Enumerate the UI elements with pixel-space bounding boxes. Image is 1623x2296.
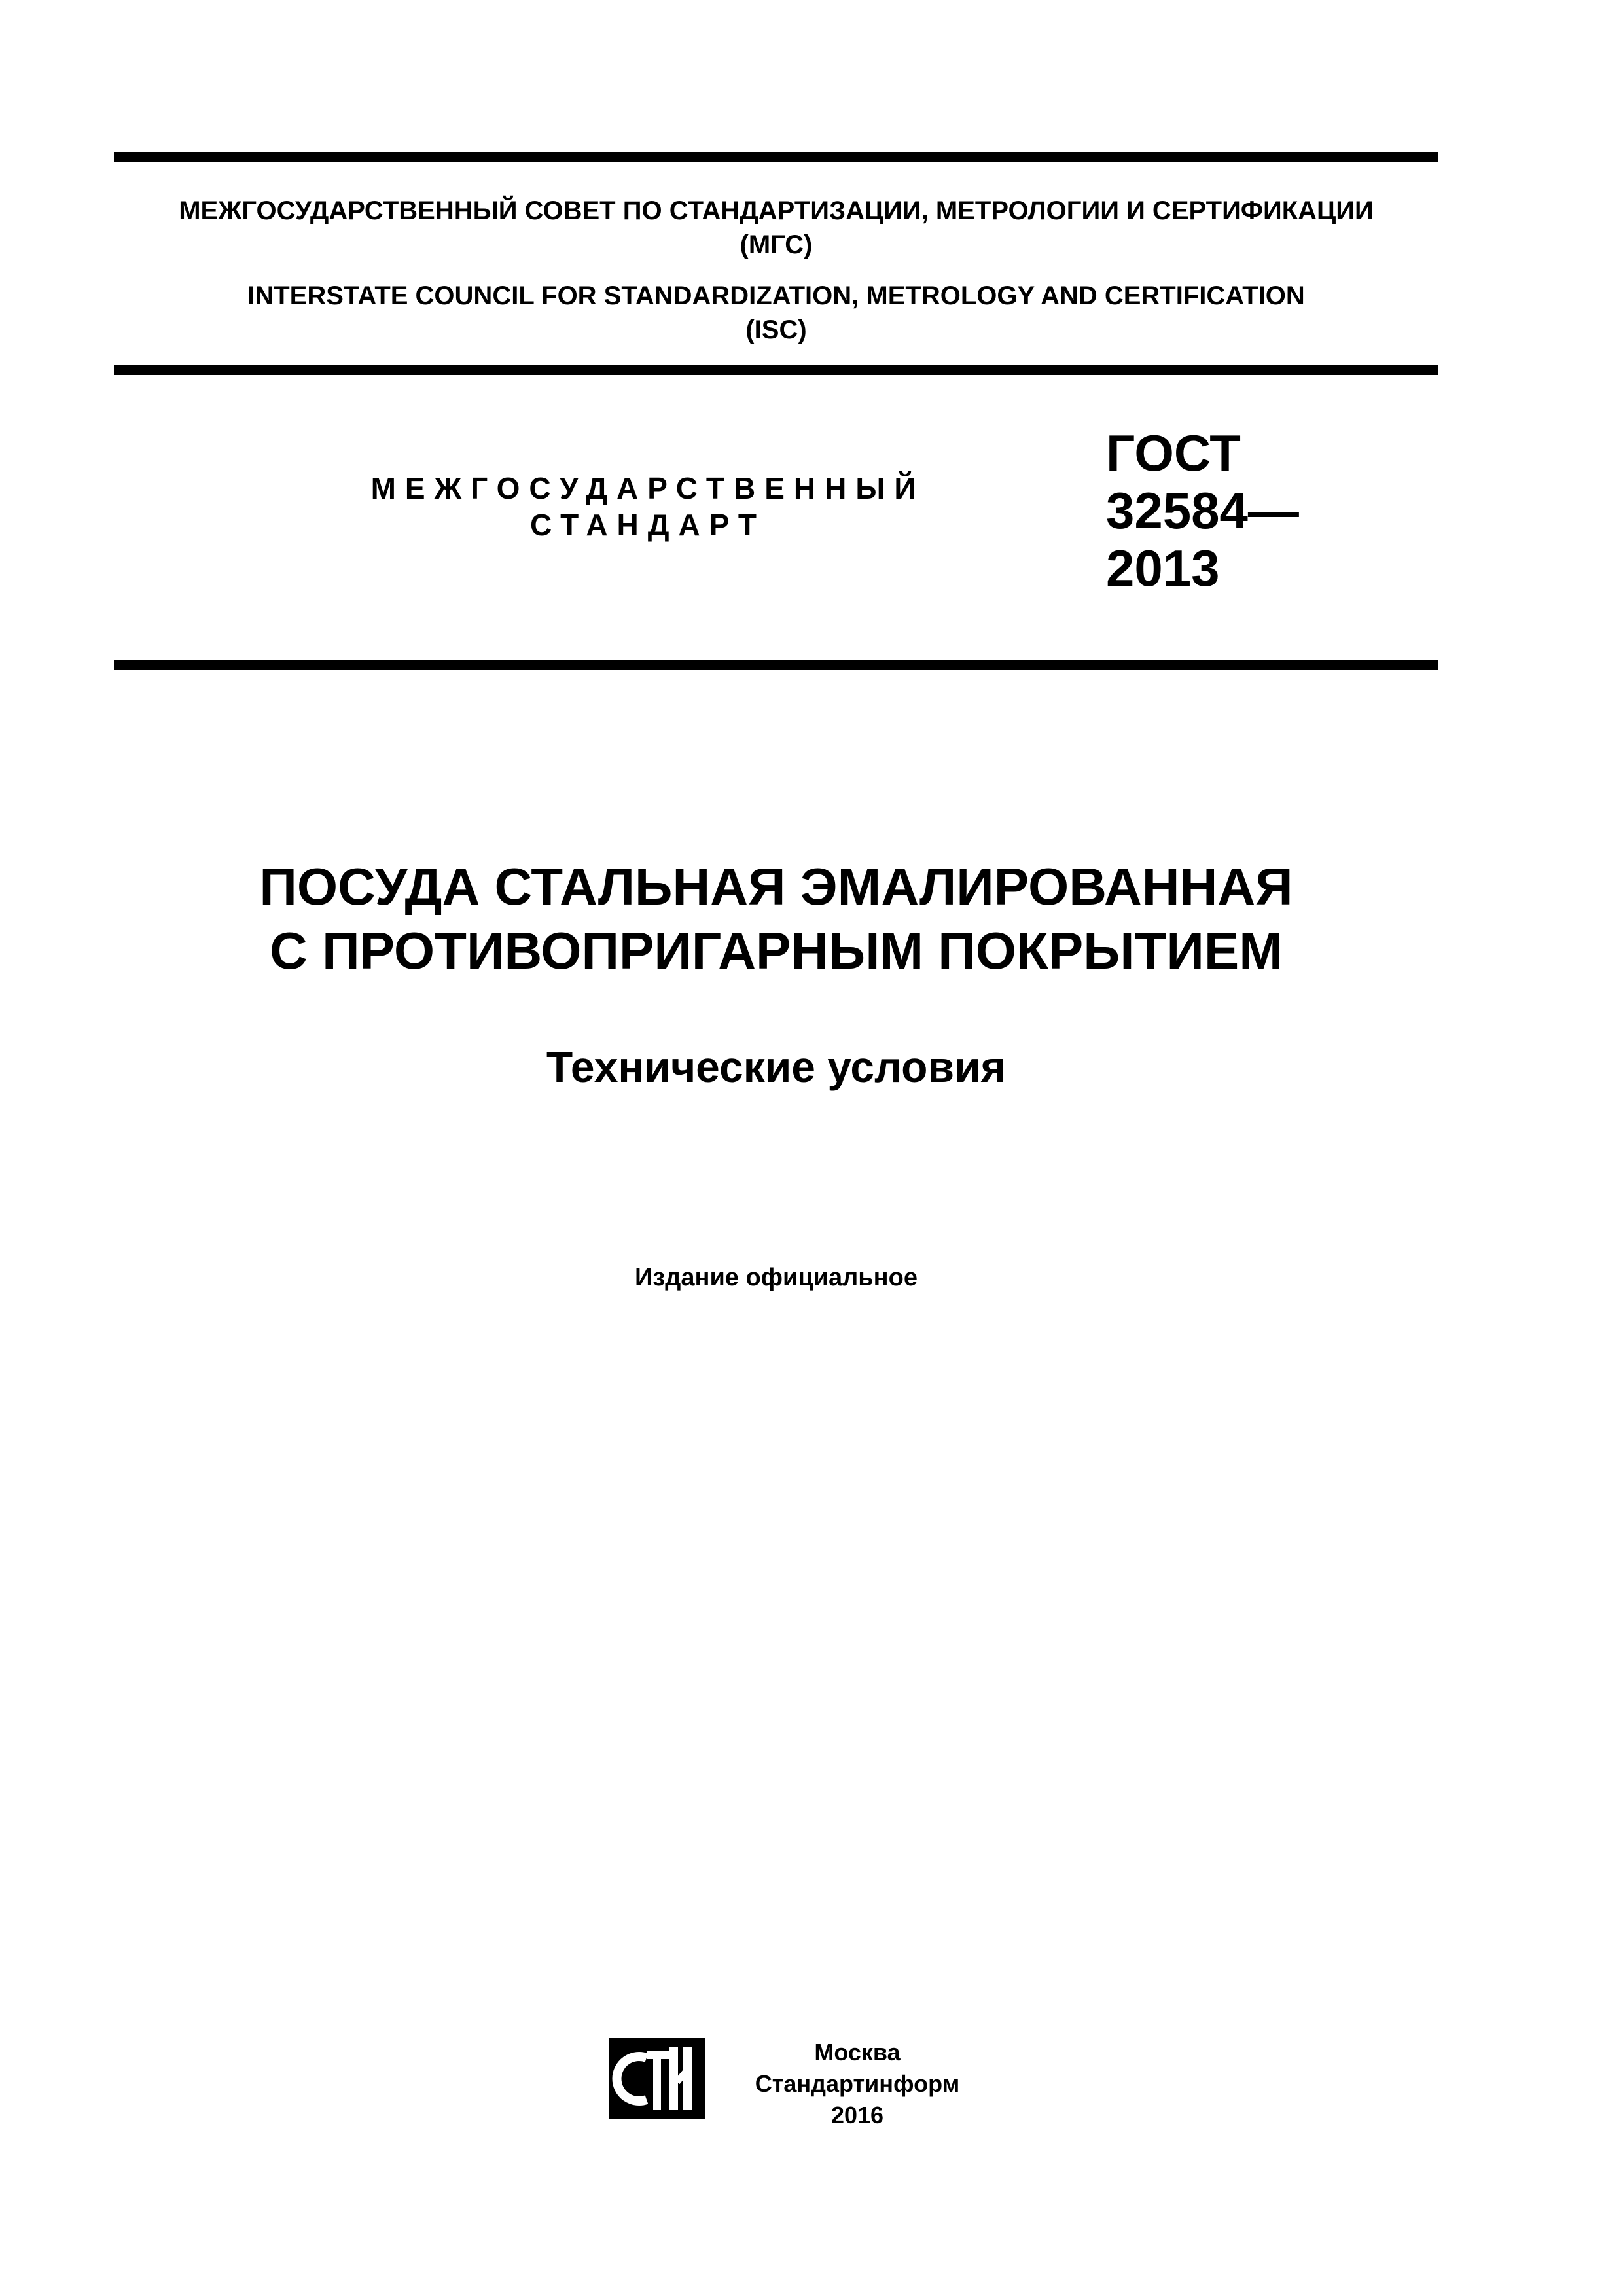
standard-type-label (314, 470, 982, 543)
designation-divider (114, 660, 1438, 670)
council-name-en (114, 279, 1438, 347)
top-divider (114, 152, 1438, 162)
standard-type-line1: МЕЖГОСУДАРСТВЕННЫЙ (370, 471, 925, 505)
council-abbreviation-en: (ISC) (745, 315, 807, 344)
designation-number: 32584— (1106, 482, 1299, 539)
publisher-city: Москва (814, 2039, 901, 2066)
document-title-line1: ПОСУДА СТАЛЬНАЯ ЭМАЛИРОВАННАЯ (259, 857, 1293, 916)
publication-year: 2016 (830, 2102, 884, 2128)
designation-prefix: ГОСТ (1106, 424, 1241, 482)
document-title (114, 855, 1438, 983)
document-subtitle: Технические условия (546, 1043, 1007, 1091)
council-name-ru (114, 194, 1438, 262)
council-abbreviation-ru: (МГС) (740, 230, 813, 259)
designation-year: 2013 (1106, 539, 1220, 597)
standard-type-line2: СТАНДАРТ (530, 508, 766, 542)
publisher-name: Стандартинформ (755, 2070, 960, 2097)
standartinform-logo-icon (606, 2036, 708, 2122)
standard-designation (1106, 424, 1299, 597)
edition-label: Издание официальное (635, 1264, 918, 1291)
document-title-line2: С ПРОТИВОПРИГАРНЫМ ПОКРЫТИЕМ (270, 922, 1283, 980)
council-name-ru-line1: МЕЖГОСУДАРСТВЕННЫЙ СОВЕТ ПО СТАНДАРТИЗАЦИИ, МЕТРОЛОГИИ И СЕРТИФИКАЦИИ (179, 196, 1374, 225)
header-divider (114, 365, 1438, 375)
publisher-block (720, 2037, 995, 2131)
council-name-en-line1: INTERSTATE COUNCIL FOR STANDARDIZATION, METROLOGY AND CERTIFICATION (247, 281, 1305, 310)
